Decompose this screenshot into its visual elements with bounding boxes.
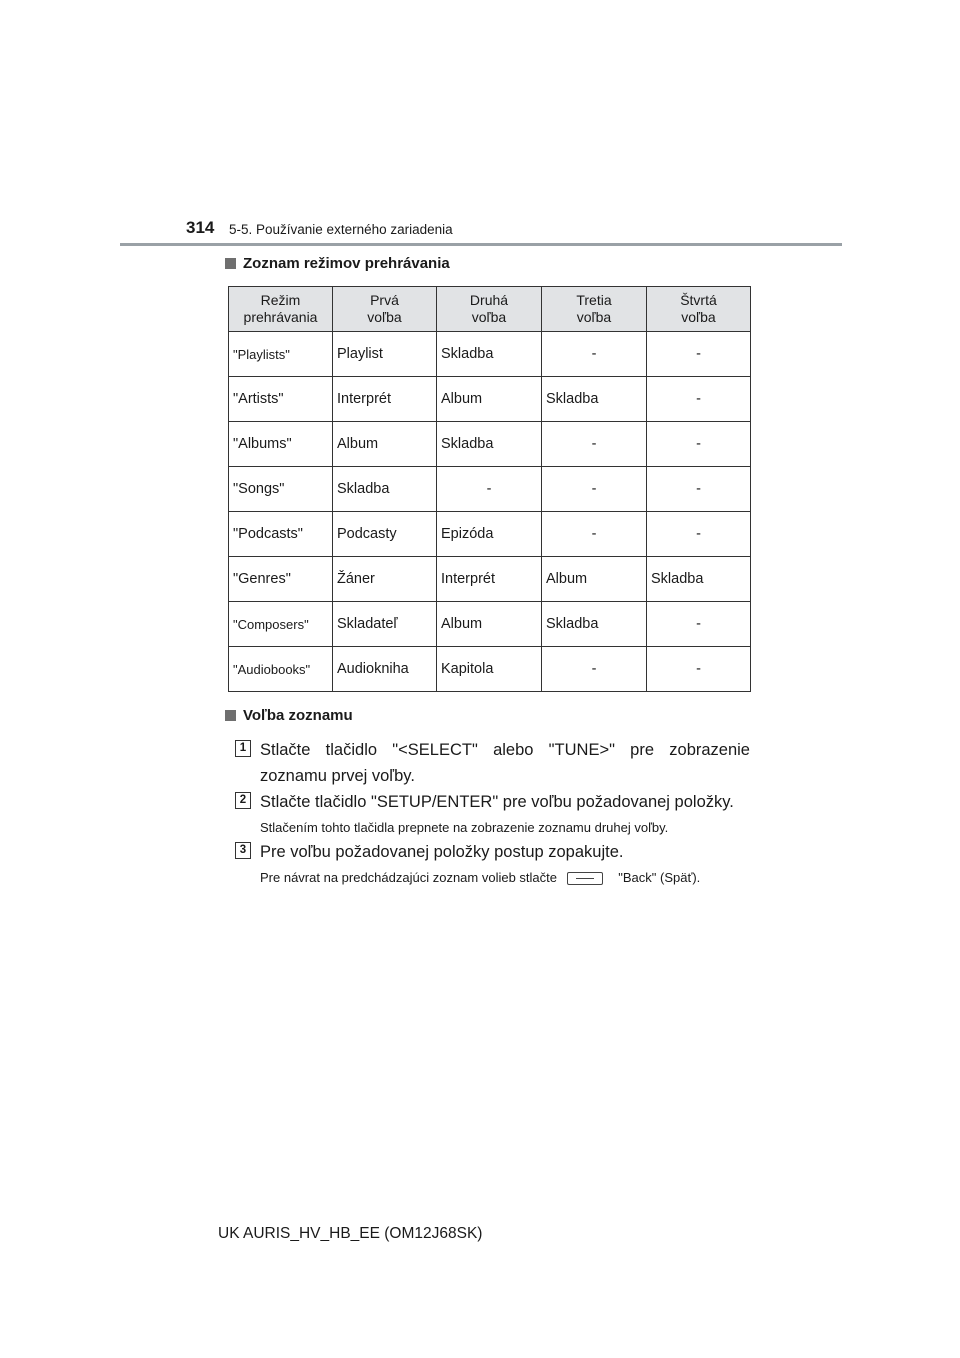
table-cell: - bbox=[647, 647, 751, 692]
table-cell: Skladba bbox=[437, 332, 542, 377]
table-cell: - bbox=[542, 467, 647, 512]
step-3 bbox=[235, 839, 750, 865]
table-cell: "Podcasts" bbox=[229, 512, 333, 557]
table-cell: Žáner bbox=[333, 557, 437, 602]
table-cell: - bbox=[647, 467, 751, 512]
table-cell: Interprét bbox=[437, 557, 542, 602]
table-cell: - bbox=[647, 377, 751, 422]
table-cell: Skladba bbox=[647, 557, 751, 602]
table-cell: Album bbox=[542, 557, 647, 602]
table-cell: - bbox=[542, 512, 647, 557]
table-cell: "Playlists" bbox=[229, 332, 333, 377]
table-header-row bbox=[229, 287, 751, 332]
step-text: Pre voľbu požadovanej položky postup zopakujte. bbox=[260, 843, 624, 861]
square-bullet-icon bbox=[225, 710, 236, 721]
table-cell: - bbox=[647, 602, 751, 647]
header-line: voľba bbox=[681, 309, 716, 325]
table-cell: "Albums" bbox=[229, 422, 333, 467]
header-line: Režim bbox=[260, 292, 301, 308]
step-2-note: Stlačením tohto tlačidla prepnete na zobrazenie zoznamu druhej voľby. bbox=[260, 820, 669, 835]
table-cell: Playlist bbox=[333, 332, 437, 377]
table-cell: Skladba bbox=[542, 377, 647, 422]
table-cell: - bbox=[542, 332, 647, 377]
table-cell: Skladba bbox=[542, 602, 647, 647]
table-header-cell bbox=[333, 287, 437, 332]
step-text: Stlačte tlačidlo "<SELECT" alebo "TUNE>" pre zobrazenie zoznamu prvej voľby. bbox=[260, 741, 750, 785]
page-number: 314 bbox=[186, 218, 215, 237]
section-heading-playback-modes bbox=[225, 255, 450, 272]
step-3-note bbox=[260, 870, 700, 885]
back-button-icon bbox=[567, 872, 603, 885]
square-bullet-icon bbox=[225, 258, 236, 269]
section-heading-text: Voľba zoznamu bbox=[243, 707, 353, 724]
table-row bbox=[229, 557, 751, 602]
step-1 bbox=[235, 737, 750, 789]
note-text-after: "Back" (Späť). bbox=[618, 870, 701, 885]
playback-modes-table bbox=[228, 286, 751, 692]
table-cell: Skladateľ bbox=[333, 602, 437, 647]
footer-model: UK AURIS_HV_HB_EE (OM12J68SK) bbox=[218, 1225, 483, 1242]
table-row bbox=[229, 422, 751, 467]
section-heading-list-selection bbox=[225, 707, 353, 724]
table-cell: - bbox=[437, 467, 542, 512]
note-text-before: Pre návrat na predchádzajúci zoznam volieb stlačte bbox=[260, 870, 557, 885]
step-2 bbox=[235, 789, 750, 815]
table-cell: Interprét bbox=[333, 377, 437, 422]
table-cell: "Songs" bbox=[229, 467, 333, 512]
table-cell: Skladba bbox=[437, 422, 542, 467]
step-number: 2 bbox=[235, 792, 251, 809]
table-header-cell bbox=[229, 287, 333, 332]
header-line: prehrávania bbox=[243, 309, 318, 325]
table-cell: Album bbox=[437, 602, 542, 647]
table-row bbox=[229, 467, 751, 512]
table-header-cell bbox=[437, 287, 542, 332]
table-cell: Album bbox=[437, 377, 542, 422]
header-line: Tretia bbox=[576, 292, 612, 308]
section-heading-text: Zoznam režimov prehrávania bbox=[243, 255, 450, 272]
header-line: voľba bbox=[576, 309, 612, 325]
table-cell: Audiokniha bbox=[333, 647, 437, 692]
header-rule bbox=[120, 243, 842, 246]
table-row bbox=[229, 377, 751, 422]
header-line: Prvá bbox=[370, 292, 399, 308]
header-line: Štvrtá bbox=[680, 292, 717, 308]
table-header-cell bbox=[647, 287, 751, 332]
table-cell: Epizóda bbox=[437, 512, 542, 557]
table-cell: - bbox=[647, 332, 751, 377]
table-cell: - bbox=[647, 422, 751, 467]
table-row bbox=[229, 512, 751, 557]
table-row bbox=[229, 647, 751, 692]
table-cell: - bbox=[647, 512, 751, 557]
table-cell: "Genres" bbox=[229, 557, 333, 602]
table-row bbox=[229, 332, 751, 377]
table-cell: Album bbox=[333, 422, 437, 467]
header-line: voľba bbox=[471, 309, 507, 325]
table-header-cell bbox=[542, 287, 647, 332]
step-text: Stlačte tlačidlo "SETUP/ENTER" pre voľbu požadovanej položky. bbox=[260, 793, 734, 811]
table-row bbox=[229, 602, 751, 647]
step-number: 3 bbox=[235, 842, 251, 859]
step-number: 1 bbox=[235, 740, 251, 757]
table-cell: Kapitola bbox=[437, 647, 542, 692]
chapter-title: 5-5. Používanie externého zariadenia bbox=[229, 222, 453, 237]
table-cell: - bbox=[542, 422, 647, 467]
header-line: Druhá bbox=[469, 292, 509, 308]
table-cell: "Composers" bbox=[229, 602, 333, 647]
table-cell: Skladba bbox=[333, 467, 437, 512]
table-cell: "Audiobooks" bbox=[229, 647, 333, 692]
header-line: voľba bbox=[367, 309, 402, 325]
table-cell: "Artists" bbox=[229, 377, 333, 422]
table-cell: Podcasty bbox=[333, 512, 437, 557]
table-cell: - bbox=[542, 647, 647, 692]
